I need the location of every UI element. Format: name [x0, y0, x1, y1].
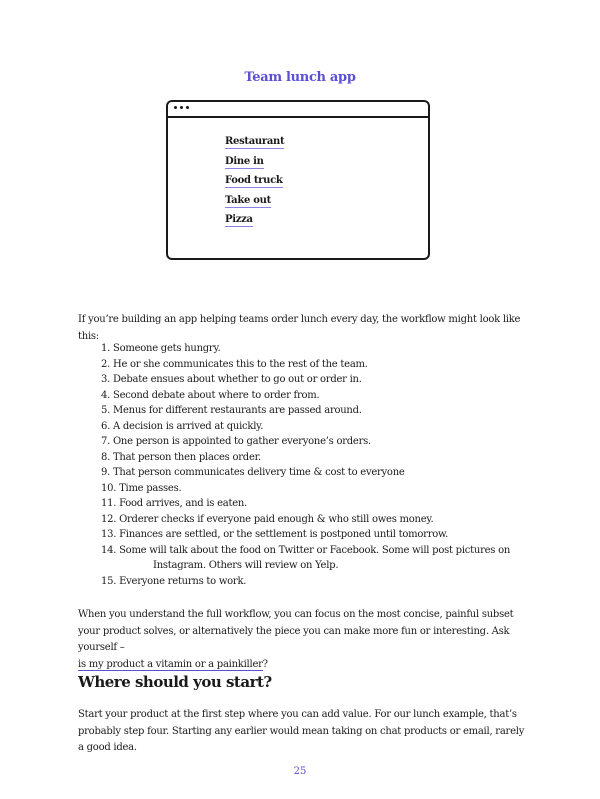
list-item: 13. Finances are settled, or the settlement is postponed until tomorrow.: [101, 529, 449, 540]
list-item: 5. Menus for different restaurants are passed around.: [101, 405, 362, 416]
page-number: 25: [293, 766, 307, 777]
list-item: 9. That person communicates delivery time & cost to everyone: [101, 467, 405, 478]
app-window-illustration: [166, 100, 430, 260]
list-item: 10. Time passes.: [101, 482, 182, 494]
start-paragraph: Start your product at the first step where you can add value. For our lunch example, that’s probably step four. Starting any earlier would mean taking on chat products or email, rarely a good idea.: [78, 709, 525, 753]
list-item: 8. That person then places order.: [101, 451, 261, 463]
list-item-line: 14. Some will talk about the food on Twitter or Facebook. Some will post pictures on: [101, 544, 511, 556]
menu-item: Take out: [225, 194, 271, 206]
workflow-paragraph: When you understand the full workflow, you can focus on the most concise, painful subset your product solves, or alternatively the piece you can make more fun or interesting. Ask yourself – is my product a vitamin or a painkiller?: [78, 609, 514, 670]
window-dot-icon: [174, 106, 177, 109]
window-dot-icon: [186, 106, 189, 109]
menu-item: Pizza: [225, 214, 253, 225]
list-item: [101, 543, 521, 574]
list-item-continuation: Instagram. Others will review on Yelp.: [153, 560, 339, 571]
menu-item: Restaurant: [225, 136, 285, 147]
workflow-steps-list: [101, 341, 521, 589]
list-item: 12. Orderer checks if everyone paid enough & who still owes money.: [101, 513, 434, 525]
list-item: 4. Second debate about where to order from.: [101, 389, 320, 401]
list-item: 15. Everyone returns to work.: [101, 575, 247, 587]
menu-item: Food truck: [225, 175, 283, 186]
list-item: 11. Food arrives, and is eaten.: [101, 498, 248, 509]
lunch-options-menu: [225, 136, 284, 234]
intro-paragraph: If you’re building an app helping teams order lunch every day, the workflow might look like this:: [78, 314, 521, 342]
window-dot-icon: [180, 106, 183, 109]
window-title-bar: [168, 102, 428, 118]
section-heading: Where should you start?: [78, 673, 272, 691]
list-item: 1. Someone gets hungry.: [101, 343, 221, 354]
list-item: 6. A decision is arrived at quickly.: [101, 420, 264, 432]
vitamin-painkiller-link[interactable]: is my product a vitamin or a painkiller: [78, 658, 263, 670]
menu-item: Dine in: [225, 155, 264, 167]
list-item: 3. Debate ensues about whether to go out or order in.: [101, 374, 362, 385]
list-item: 2. He or she communicates this to the rest of the team.: [101, 358, 368, 370]
figure-title: Team lunch app: [244, 70, 356, 85]
list-item: 7. One person is appointed to gather everyone’s orders.: [101, 436, 371, 447]
